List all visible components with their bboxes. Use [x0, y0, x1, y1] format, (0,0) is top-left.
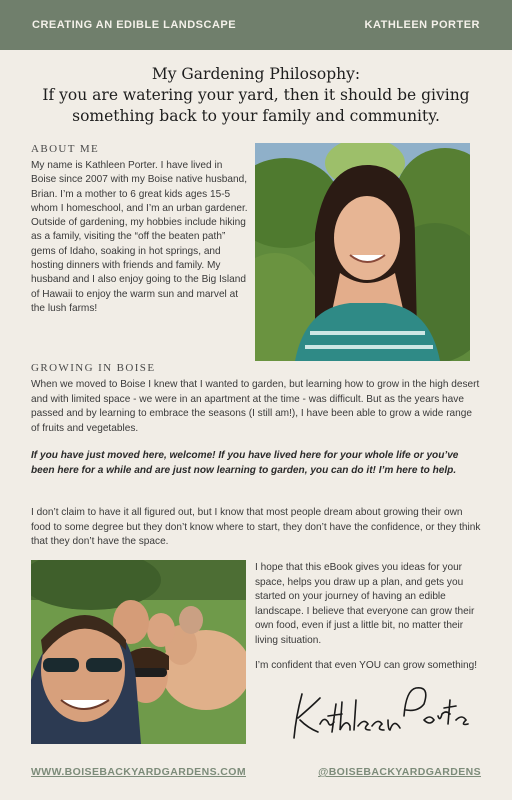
growing-welcome-paragraph: If you have just moved here, welcome! If you have lived here for your whole life or you’ve been here for a while and are just now learning to garden, you can do it! I’m here to help.	[31, 450, 459, 476]
social-handle-link[interactable]: @BOISEBACKYARDGARDENS	[318, 766, 481, 778]
header-author: KATHLEEN PORTER	[364, 19, 480, 31]
author-portrait-photo	[255, 143, 470, 361]
growing-paragraph-1: When we moved to Boise I knew that I wanted to garden, but learning how to grow in the high desert and with limited space - we were in an apartment at the time - was difficult. But as the years have passed and by learning to embrace the seasons (I still am!), I have been able to grow a wide range of fruits and vegetables.	[31, 379, 480, 434]
philosophy-quote	[18, 64, 494, 127]
header-bar	[0, 0, 512, 50]
philosophy-statement: If you are watering your yard, then it should be giving something back to your family and community.	[42, 86, 470, 125]
family-selfie-photo	[31, 560, 246, 744]
growing-heading: GROWING IN BOISE	[31, 362, 156, 374]
closing-paragraph: I hope that this eBook gives you ideas for your space, helps you draw up a plan, and gets you started on your journey of having an edible landscape. I believe that everyone can grow their own food, even if just a little bit, no matter their living situation.	[255, 562, 475, 646]
about-heading: ABOUT ME	[31, 143, 100, 155]
confident-paragraph: I’m confident that even YOU can grow something!	[255, 660, 477, 671]
philosophy-title: My Gardening Philosophy:	[151, 65, 361, 83]
header-title: CREATING AN EDIBLE LANDSCAPE	[32, 19, 237, 31]
footer	[31, 766, 481, 778]
website-link[interactable]: WWW.BOISEBACKYARDGARDENS.COM	[31, 766, 246, 778]
kathleen-porter-signature	[284, 676, 474, 746]
about-text: My name is Kathleen Porter. I have lived in Boise since 2007 with my Boise native husband, Brian. I’m a mother to 6 great kids ages 15-5 whom I homeschool, and I’m an urban gardener. Outside of gardening, my hobbies include hiking as a family, visiting the “off the beaten path” gems of Idaho, soaking in hot springs, and hosting dinners with friends and family. My husband and I also enjoy going to the Big Island of Hawaii to enjoy the warm sun and marvel at the lush farms!	[31, 160, 248, 314]
growing-paragraph-3: I don’t claim to have it all figured out, but I know that most people dream about growing their own food to some degree but they don’t know where to start, they don’t have the confidence, or they think that they don’t have the space.	[31, 507, 481, 547]
